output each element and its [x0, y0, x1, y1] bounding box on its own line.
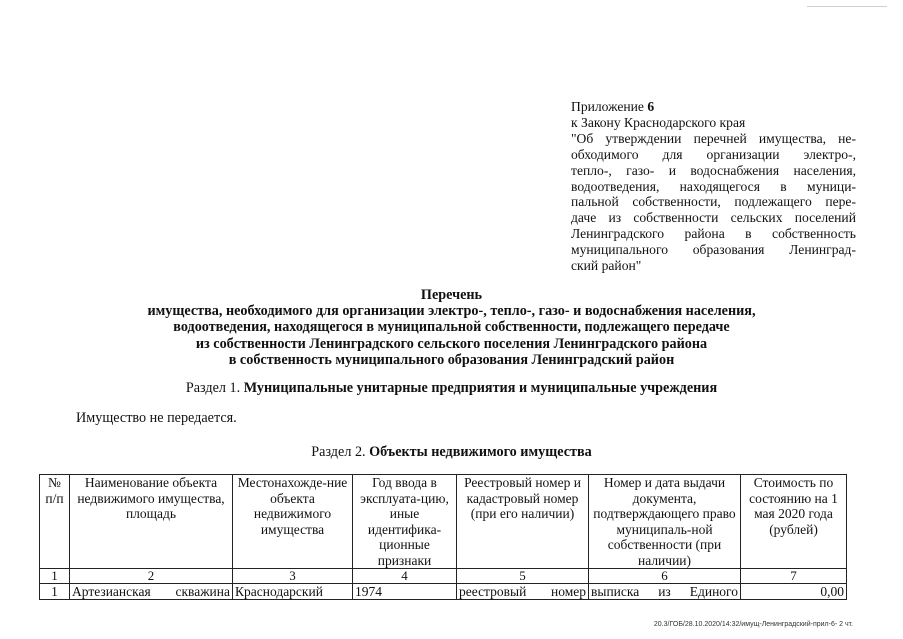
column-number: 7: [741, 569, 847, 584]
cell-cost: 0,00: [741, 584, 847, 600]
column-number: 5: [457, 569, 589, 584]
appendix-line-9: Ленинградского района в собственность: [571, 226, 856, 242]
section-2-heading: [0, 444, 903, 461]
column-number: 3: [233, 569, 353, 584]
cell-number: 1: [40, 584, 70, 600]
section-1-prefix: Раздел 1.: [185, 380, 244, 396]
header-year: Год ввода в эксплуата-цию, иные идентифика-ционные признаки: [353, 475, 457, 569]
appendix-number: 6: [647, 99, 655, 114]
cell-registry: реестровый номер: [457, 584, 589, 600]
header-number: № п/п: [40, 475, 70, 569]
header-location: Местонахожде-ние объекта недвижимого имущества: [233, 475, 353, 569]
column-number: 1: [40, 569, 70, 584]
header-name: Наименование объекта недвижимого имущества, площадь: [70, 475, 233, 569]
assets-table: [39, 474, 847, 600]
section-1-title: Муниципальные унитарные предприятия и муниципальные учреждения: [243, 380, 718, 396]
title-line-2: водоотведения, находящегося в муниципальной собственности, подлежащего передаче: [173, 319, 730, 336]
appendix-line-10: муниципального образования Ленинград-: [571, 242, 856, 258]
cell-name: Артезианская скважина: [70, 584, 233, 600]
header-document: Номер и дата выдачи документа, подтверждающего право муниципаль-ной собственности (при наличии): [589, 475, 741, 569]
appendix-line-5: тепло-, газо- и водоснабжения населения,: [571, 162, 856, 178]
cell-year: 1974: [353, 584, 457, 600]
footer-stamp: 20.3/ГОБ/28.10.2020/14:32/имущ-Ленинградский-прил-6- 2 чт.: [653, 621, 853, 628]
appendix-block: [571, 99, 856, 274]
title-line-4: в собственность муниципального образования Ленинградский район: [228, 351, 675, 368]
appendix-line-4: обходимого для организации электро-,: [571, 146, 856, 162]
section-2-title: Объекты недвижимого имущества: [369, 444, 592, 460]
column-number: 6: [589, 569, 741, 584]
title-line-3: из собственности Ленинградского сельского поселения Ленинградского района: [195, 335, 708, 352]
cell-location: Краснодарский: [233, 584, 353, 600]
appendix-line-3: "Об утверждении перечней имущества, не-: [571, 130, 856, 146]
cell-document: выписка из Единого: [589, 584, 741, 600]
document-title: [0, 287, 903, 368]
corner-mark: [807, 6, 887, 7]
appendix-line-1: [571, 99, 856, 115]
appendix-line-6: водоотведения, находящегося в муници-: [571, 178, 856, 194]
appendix-line-7: пальной собственности, подлежащего пере-: [571, 194, 856, 210]
section-1-note: Имущество не передается.: [76, 410, 237, 426]
column-number: 2: [70, 569, 233, 584]
section-1-heading: [0, 380, 903, 397]
appendix-label: Приложение: [571, 99, 648, 114]
appendix-line-11: ский район": [571, 258, 642, 274]
header-registry: Реестровый номер и кадастровый номер (при его наличии): [457, 475, 589, 569]
column-number: 4: [353, 569, 457, 584]
title-line-1: имущества, необходимого для организации электро-, тепло-, газо- и водоснабжения населения,: [147, 303, 756, 320]
table-header-row: [40, 475, 847, 569]
section-2-prefix: Раздел 2.: [311, 444, 370, 460]
table-row: [40, 584, 847, 600]
header-cost: Стоимость по состоянию на 1 мая 2020 года (рублей): [741, 475, 847, 569]
table-column-numbers-row: [40, 569, 847, 584]
appendix-line-8: даче из собственности сельских поселений: [571, 210, 856, 226]
appendix-line-2: к Закону Краснодарского края: [571, 114, 746, 130]
title-heading: Перечень: [420, 287, 483, 303]
